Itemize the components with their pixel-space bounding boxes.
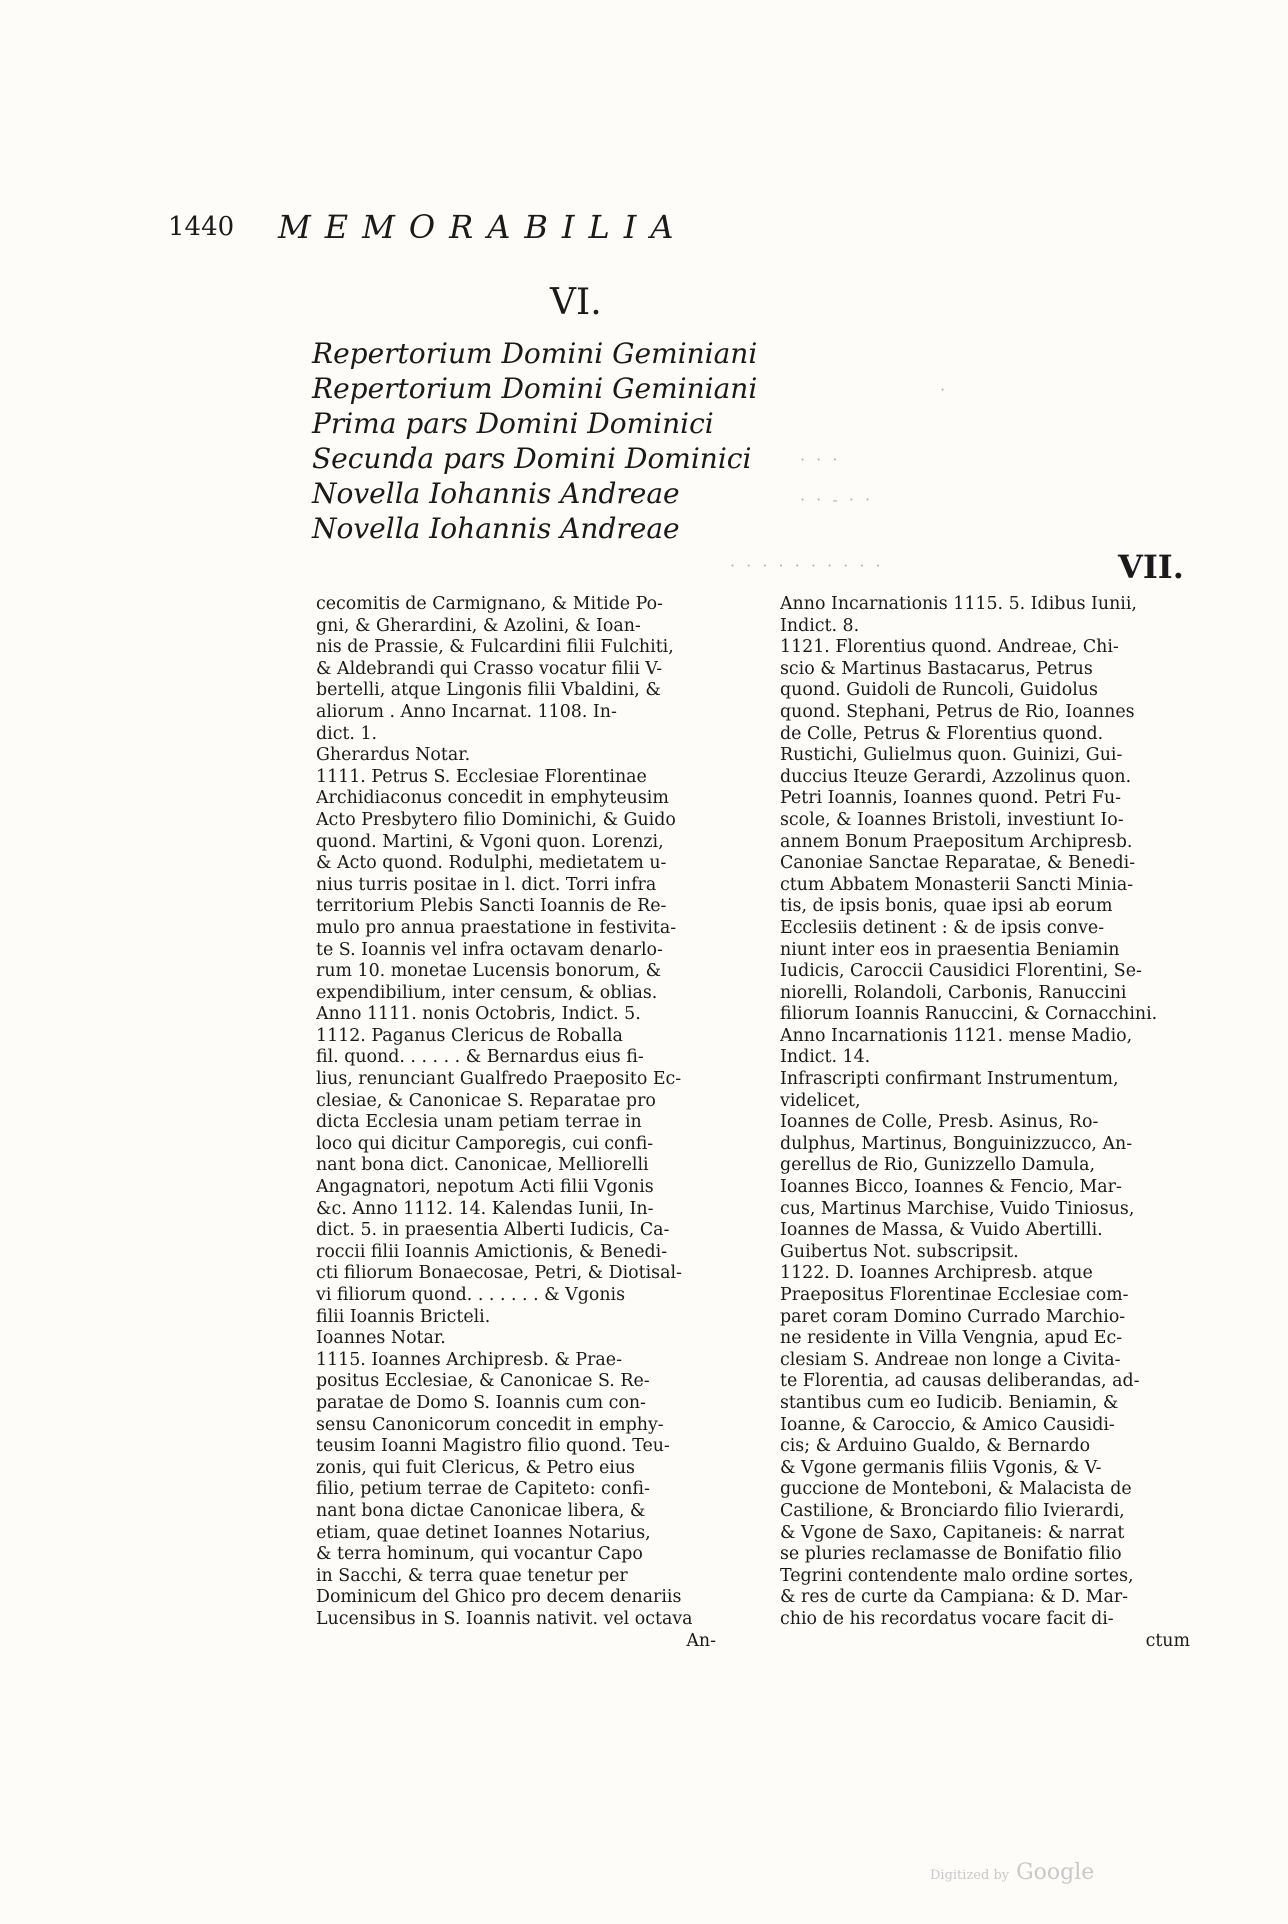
text-line: dicta Ecclesia unam petiam terrae in <box>316 1112 642 1133</box>
repertorium-line: Novella Iohannis Andreae <box>312 512 680 545</box>
text-line: dict. 1. <box>316 723 378 744</box>
text-line: se pluries reclamasse de Bonifatio filio <box>780 1544 1122 1565</box>
text-line: mulo pro annua praestatione in festivita- <box>316 917 677 938</box>
text-line: Archidiaconus concedit in emphyteusim <box>316 788 669 809</box>
text-line: scole, & Ioannes Bristoli, investiunt Io- <box>780 809 1124 830</box>
text-line: nis de Prassie, & Fulcardini filii Fulchiti, <box>316 637 674 658</box>
text-line: Anno Incarnationis 1115. 5. Idibus Iunii, <box>780 594 1137 614</box>
text-line: Iudicis, Caroccii Causidici Florentini, Se- <box>780 961 1142 982</box>
text-line: Lucensibus in S. Ioannis nativit. vel octava <box>316 1608 693 1629</box>
text-line: paret coram Domino Currado Marchio- <box>780 1306 1126 1327</box>
text-line: Gherardus Notar. <box>316 745 471 766</box>
bleed-through-mark: · · · · · · · · · · <box>730 556 884 575</box>
text-line: etiam, quae detinet Ioannes Notarius, <box>316 1522 651 1543</box>
text-line: & terra hominum, qui vocantur Capo <box>316 1544 643 1565</box>
text-line: 1115. Ioannes Archipresb. & Prae- <box>316 1349 622 1370</box>
text-line: sensu Canonicorum concedit in emphy- <box>316 1414 664 1435</box>
text-line: Castilione, & Bronciardo filio Ivierardi, <box>780 1500 1125 1521</box>
text-line: zonis, qui fuit Clericus, & Petro eius <box>316 1457 635 1478</box>
text-line: teusim Ioanni Magistro filio quond. Teu- <box>316 1436 670 1457</box>
bleed-through-mark: · <box>940 380 949 399</box>
text-line: 1121. Florentius quond. Andreae, Chi- <box>780 637 1119 658</box>
text-line: Anno 1111. nonis Octobris, Indict. 5. <box>316 1004 641 1025</box>
text-line: Infrascripti confirmant Instrumentum, <box>780 1069 1119 1090</box>
text-line: filio, petium terrae de Capiteto: confi- <box>316 1479 650 1500</box>
text-line: paratae de Domo S. Ioannis cum con- <box>316 1392 646 1413</box>
text-line: bertelli, atque Lingonis filii Vbaldini, & <box>316 680 661 701</box>
repertorium-list <box>312 336 772 546</box>
text-line: stantibus cum eo Iudicib. Beniamin, & <box>780 1392 1119 1413</box>
bleed-through-mark: · · · <box>800 450 841 469</box>
text-line: nant bona dict. Canonicae, Melliorelli <box>316 1155 649 1176</box>
text-line: cis; & Arduino Gualdo, & Bernardo <box>780 1436 1091 1457</box>
text-line: Praepositus Florentinae Ecclesiae com- <box>780 1285 1129 1305</box>
text-line: tis, de ipsis bonis, quae ipsi ab eorum <box>780 896 1113 917</box>
text-line: in Sacchi, & terra quae tenetur per <box>316 1565 628 1586</box>
text-line: te S. Ioannis vel infra octavam denarlo- <box>316 939 663 960</box>
text-line: Ioannes Notar. <box>316 1328 446 1349</box>
digitization-watermark <box>930 1860 1094 1885</box>
text-line: filiorum Ioannis Ranuccini, & Cornacchini. <box>780 1004 1158 1025</box>
repertorium-line: Repertorium Domini Geminiani <box>312 337 758 370</box>
text-line: quond. Martini, & Vgoni quon. Lorenzi, <box>316 831 664 852</box>
text-line: Anno Incarnationis 1121. mense Madio, <box>780 1025 1133 1046</box>
text-line: chio de his recordatus vocare facit di- <box>780 1608 1114 1629</box>
text-line: & Vgone germanis filiis Vgonis, & V- <box>780 1457 1102 1478</box>
text-line: &c. Anno 1112. 14. Kalendas Iunii, In- <box>316 1198 654 1219</box>
text-line: fil. quond. . . . . . & Bernardus eius fi- <box>316 1047 644 1068</box>
text-line: Petri Ioannis, Ioannes quond. Petri Fu- <box>780 788 1122 809</box>
text-line: Guibertus Not. subscripsit. <box>780 1241 1019 1262</box>
text-line: vi filiorum quond. . . . . . . & Vgonis <box>316 1285 626 1305</box>
text-line: niorelli, Rolandoli, Carbonis, Ranuccini <box>780 982 1127 1003</box>
google-logo: Google <box>1016 1860 1095 1885</box>
text-line: lius, renunciant Gualfredo Praeposito Ec- <box>316 1069 682 1090</box>
text-line: gni, & Gherardini, & Azolini, & Ioan- <box>316 615 641 636</box>
text-line: Canoniae Sanctae Reparatae, & Benedi- <box>780 853 1136 874</box>
catchword: ctum <box>1145 1630 1190 1651</box>
text-line: Ioanne, & Caroccio, & Amico Causidi- <box>780 1414 1115 1435</box>
text-line: quond. Stephani, Petrus de Rio, Ioannes <box>780 701 1135 722</box>
text-line: & Acto quond. Rodulphi, medietatem u- <box>316 853 667 874</box>
text-line: annem Bonum Praepositum Archipresb. <box>780 831 1133 852</box>
section-heading-vii: VII. <box>1118 548 1184 586</box>
text-line: guccione de Monteboni, & Malacista de <box>780 1479 1132 1500</box>
text-line: clesiae, & Canonicae S. Reparatae pro <box>316 1090 656 1111</box>
text-line: aliorum . Anno Incarnat. 1108. In- <box>316 701 617 722</box>
text-line: Indict. 14. <box>780 1047 871 1068</box>
text-line: filii Ioannis Bricteli. <box>316 1306 491 1327</box>
text-line: positus Ecclesiae, & Canonicae S. Re- <box>316 1371 650 1392</box>
text-line: cti filiorum Bonaecosae, Petri, & Diotisal- <box>316 1263 682 1284</box>
text-line: gerellus de Rio, Gunizzello Damula, <box>780 1155 1095 1176</box>
text-line: clesiam S. Andreae non longe a Civita- <box>780 1349 1121 1370</box>
text-line: Angagnatori, nepotum Acti filii Vgonis <box>316 1177 654 1198</box>
text-line: videlicet, <box>780 1090 861 1111</box>
text-line: ne residente in Villa Vengnia, apud Ec- <box>780 1328 1123 1349</box>
text-line: duccius Iteuze Gerardi, Azzolinus quon. <box>780 766 1132 787</box>
text-line: scio & Martinus Bastacarus, Petrus <box>780 658 1093 679</box>
bleed-through-mark: · · - · · <box>800 490 874 509</box>
text-line: Dominicum del Ghico pro decem denariis <box>316 1587 682 1608</box>
text-line: 1112. Paganus Clericus de Roballa <box>316 1025 623 1046</box>
text-line: territorium Plebis Sancti Ioannis de Re- <box>316 896 667 917</box>
catchword: An- <box>686 1630 716 1651</box>
section-heading-vi: VI. <box>550 282 602 323</box>
repertorium-line: Prima pars Domini Dominici <box>312 407 714 440</box>
text-line: & res de curte da Campiana: & D. Mar- <box>780 1587 1129 1608</box>
text-line: nius turris positae in l. dict. Torri infra <box>316 874 657 895</box>
running-head <box>168 208 968 248</box>
text-line: Ecclesiis detinent : & de ipsis conve- <box>780 917 1105 938</box>
watermark-prefix: Digitized by <box>930 1868 1010 1883</box>
text-line: nant bona dictae Canonicae libera, & <box>316 1500 646 1521</box>
text-line: dulphus, Martinus, Bonguinizzucco, An- <box>780 1133 1133 1154</box>
text-line: cus, Martinus Marchise, Vuido Tiniosus, <box>780 1198 1135 1219</box>
right-text-column <box>780 594 1210 1652</box>
repertorium-line: Secunda pars Domini Dominici <box>312 442 752 475</box>
text-line: 1122. D. Ioannes Archipresb. atque <box>780 1263 1093 1284</box>
text-line: & Aldebrandi qui Crasso vocatur filii V- <box>316 658 663 679</box>
text-line: niunt inter eos in praesentia Beniamin <box>780 939 1120 960</box>
text-line: 1111. Petrus S. Ecclesiae Florentinae <box>316 766 647 787</box>
text-line: ctum Abbatem Monasterii Sancti Minia- <box>780 874 1134 895</box>
text-line: de Colle, Petrus & Florentius quond. <box>780 723 1104 744</box>
text-line: dict. 5. in praesentia Alberti Iudicis, Ca- <box>316 1220 670 1241</box>
text-line: cecomitis de Carmignano, & Mitide Po- <box>316 594 663 614</box>
text-line: Acto Presbytero filio Dominichi, & Guido <box>316 809 676 830</box>
text-line: Ioannes Bicco, Ioannes & Fencio, Mar- <box>780 1177 1122 1198</box>
text-line: Tegrini contendente malo ordine sortes, <box>780 1565 1134 1586</box>
repertorium-line: Novella Iohannis Andreae <box>312 477 680 510</box>
left-text-column <box>316 594 736 1652</box>
repertorium-line: Repertorium Domini Geminiani <box>312 372 758 405</box>
text-line: rum 10. monetae Lucensis bonorum, & <box>316 961 662 982</box>
text-line: Ioannes de Massa, & Vuido Abertilli. <box>780 1220 1103 1241</box>
text-line: Rustichi, Gulielmus quon. Guinizi, Gui- <box>780 745 1123 766</box>
page-number: 1440 <box>168 212 235 242</box>
text-line: roccii filii Ioannis Amictionis, & Benedi- <box>316 1241 668 1262</box>
text-line: expendibilium, inter censum, & oblias. <box>316 982 658 1003</box>
text-line: loco qui dicitur Camporegis, cui confi- <box>316 1133 654 1154</box>
text-line: quond. Guidoli de Runcoli, Guidolus <box>780 680 1098 701</box>
text-line: Indict. 8. <box>780 615 860 636</box>
header-title: MEMORABILIA <box>278 208 688 246</box>
text-line: & Vgone de Saxo, Capitaneis: & narrat <box>780 1522 1125 1543</box>
text-line: Ioannes de Colle, Presb. Asinus, Ro- <box>780 1112 1099 1133</box>
text-line: te Florentia, ad causas deliberandas, ad- <box>780 1371 1140 1392</box>
